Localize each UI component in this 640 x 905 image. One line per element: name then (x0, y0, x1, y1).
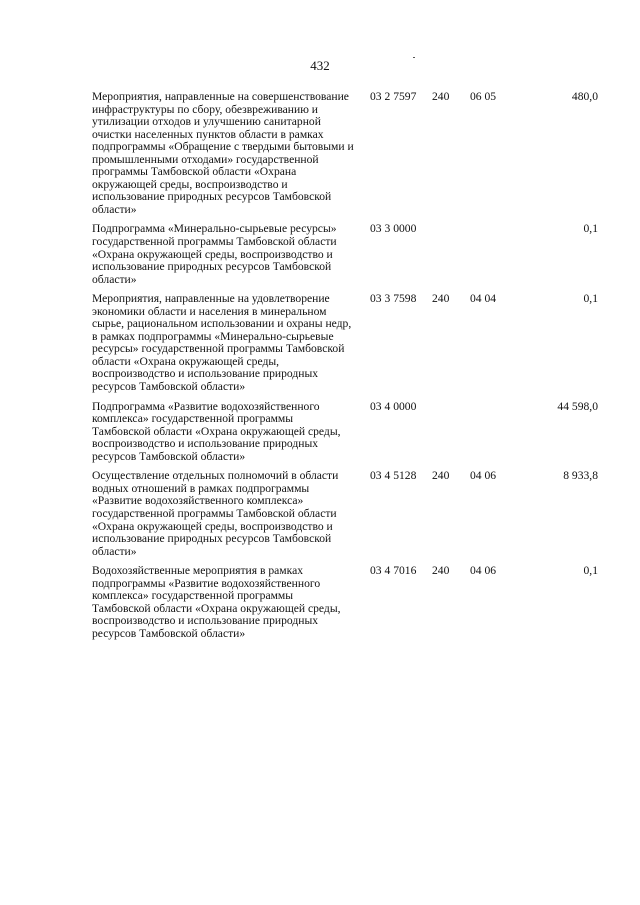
row-amount: 0,1 (583, 292, 598, 306)
row-description: Осуществление отдельных полномочий в области водных отношений в рамках подпрограммы «Развитие водохозяйственного комплекса» государственной программы Тамбовской области «Охрана окружающей среды, воспроизводство и использование природных ресурсов Тамбовской области» (92, 469, 339, 558)
row-section: 04 06 (470, 469, 497, 483)
table-row (0, 91, 640, 216)
row-description: Подпрограмма «Развитие водохозяйственного комплекса» государственной программы Тамбовской области «Охрана окружающей среды, воспроизводство и использование природных ресурсов Тамбовской области» (92, 399, 341, 463)
table-row (0, 565, 640, 640)
row-expense-type: 240 (432, 90, 450, 103)
table-row (0, 223, 640, 286)
row-section: 04 04 (470, 292, 497, 306)
row-target-code: 03 2 7597 (370, 90, 417, 103)
row-section: 06 05 (470, 90, 497, 103)
table-row (0, 470, 640, 558)
row-amount: 0,1 (583, 222, 598, 236)
row-description: Подпрограмма «Минерально-сырьевые ресурсы» государственной программы Тамбовской области «Охрана окружающей среды, воспроизводство и использование природных ресурсов Тамбовской области» (92, 222, 337, 286)
row-amount: 0,1 (583, 564, 598, 578)
budget-table (0, 91, 640, 647)
row-expense-type: 240 (432, 292, 450, 306)
row-target-code: 03 4 7016 (370, 564, 417, 578)
row-amount: 8 933,8 (563, 469, 598, 483)
row-amount: 480,0 (571, 90, 598, 103)
row-description: Мероприятия, направленные на совершенствование инфраструктуры по сбору, обезвреживанию и утилизации отходов и улучшению санитарной очистки населенных пунктов области в рамках подпрограммы «Обращение с твердыми бытовыми и промышленными отходами» государственной программы Тамбовской области «Охрана окружающей среды, воспроизводство и использование природных ресурсов Тамбовской области» (92, 90, 354, 216)
row-expense-type: 240 (432, 469, 450, 483)
page-number: 432 (310, 58, 330, 73)
scan-speck (413, 57, 415, 58)
table-row (0, 293, 640, 393)
row-description: Мероприятия, направленные на удовлетворение экономики области и населения в минеральном сырье, рациональном использовании и охраны недр, в рамках подпрограммы «Минерально-сырьевые ресурсы» государственной программы Тамбовской области «Охрана окружающей среды, воспроизводство и использование природных ресурсов Тамбовской области» (92, 292, 352, 394)
row-target-code: 03 4 0000 (370, 399, 417, 413)
row-target-code: 03 3 0000 (370, 222, 417, 236)
row-target-code: 03 3 7598 (370, 292, 417, 306)
row-amount: 44 598,0 (557, 399, 598, 413)
row-section: 04 06 (470, 564, 497, 578)
row-target-code: 03 4 5128 (370, 469, 417, 483)
table-row (0, 401, 640, 464)
row-description: Водохозяйственные мероприятия в рамках подпрограммы «Развитие водохозяйственного комплекса» государственной программы Тамбовской области «Охрана окружающей среды, воспроизводство и использование природных ресурсов Тамбовской области» (92, 564, 341, 640)
row-expense-type: 240 (432, 564, 450, 578)
